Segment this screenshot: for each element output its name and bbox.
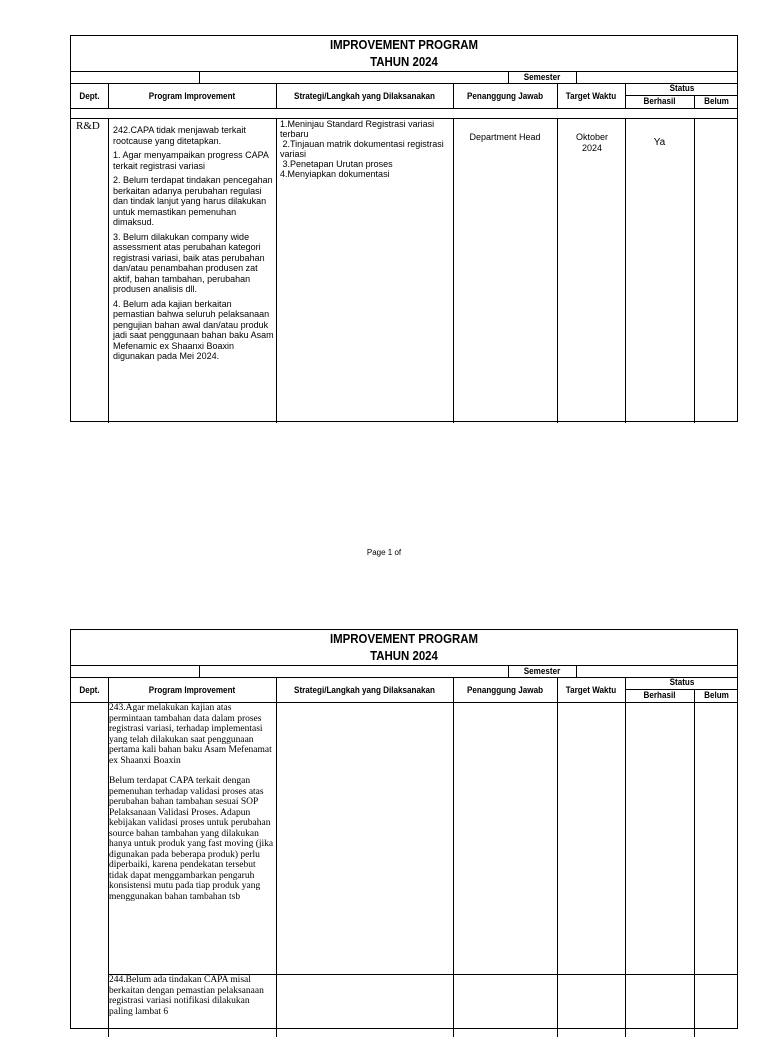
- strategi-item: 2.Tinjauan matrik dokumentasi registrasi variasi: [280, 139, 447, 159]
- col-program: Program Improvement: [148, 685, 236, 695]
- col-dept: Dept.: [79, 91, 100, 101]
- program-item: 3. Belum dilakukan company wide assessment atas perubahan kategori registrasi variasi, baik atas perubahan dan/atau penambahan produsen zat aktif, bahan tambahan, perubahan produsen analisis dll.: [113, 231, 265, 294]
- program-item: 242.CAPA tidak menjawab terkait rootcause yang ditetapkan.: [113, 125, 246, 146]
- col-pj: Penanggung Jawab: [466, 685, 544, 695]
- table-title: IMPROVEMENT PROGRAM: [329, 631, 479, 646]
- dept-cell: R&D: [76, 120, 100, 132]
- col-target: Target Waktu: [565, 91, 617, 101]
- strategi-item: 3.Penetapan Urutan proses: [280, 159, 393, 169]
- col-status: Status: [669, 677, 695, 687]
- semester-label: Semester: [523, 72, 561, 82]
- strategi-item: 4.Menyiapkan dokumentasi: [280, 169, 390, 179]
- col-dept: Dept.: [79, 685, 100, 695]
- improvement-table-page2: [70, 629, 738, 1029]
- col-program: Program Improvement: [148, 91, 236, 101]
- berhasil-cell: Ya: [653, 137, 666, 148]
- col-strategi: Strategi/Langkah yang Dilaksanakan: [294, 685, 435, 695]
- col-belum: Belum: [704, 690, 729, 700]
- table-title: IMPROVEMENT PROGRAM: [329, 37, 479, 52]
- table-subtitle: TAHUN 2024: [370, 54, 438, 69]
- program-item: 243.Agar melakukan kajian atas permintaan tambahan data dalam proses registrasi variasi, terhadap implementasi yang telah dilakukan saat penggunaan pertama kali bahan baku Asam Mefenamat ex Shaanxi Boaxin: [109, 703, 272, 766]
- table-subtitle: TAHUN 2024: [370, 648, 438, 663]
- strategi-item: 1.Meninjau Standard Registrasi variasi terbaru: [280, 119, 437, 139]
- program-item: Belum terdapat CAPA terkait dengan pemenuhan terhadap validasi proses atas perubahan bahan tambahan sesuai SOP Pelaksanaan Validasi Proses. Adapun kebijakan validasi proses untuk perubahan source bahan tambahan yang dilakukan hanya untuk produk yang fast moving (jika digunakan pada beberapa produk) perlu diperbaiki, karena pendekatan tersebut tidak dapat menggambarkan pengaruh konsistensi mutu pada tiap produk yang menggunakan bahan tambahan tsb: [109, 776, 274, 902]
- program-cell: [109, 975, 275, 1021]
- col-berhasil: Berhasil: [643, 690, 676, 700]
- program-item: 2. Belum terdapat tindakan pencegahan berkaitan adanya perubahan regulasi dan tindak lanjut yang harus dilakukan untuk memastikan pemenuhan dimaksud.: [113, 175, 273, 227]
- program-cell: [113, 125, 275, 366]
- col-strategi: Strategi/Langkah yang Dilaksanakan: [294, 91, 435, 101]
- col-pj: Penanggung Jawab: [466, 91, 544, 101]
- improvement-table-page1: [70, 35, 738, 422]
- pj-cell: Department Head: [469, 132, 541, 142]
- program-item: 1. Agar menyampaikan progress CAPA terkait registrasi variasi: [113, 150, 269, 171]
- col-target: Target Waktu: [565, 685, 617, 695]
- page-number: Page 1 of: [366, 548, 402, 557]
- col-status: Status: [669, 83, 695, 93]
- semester-label: Semester: [523, 666, 561, 676]
- program-item: 244.Belum ada tindakan CAPA misal berkaitan dengan pemastian pelaksanaan registrasi variasi notifikasi dilakukan paling lambat 6: [109, 975, 264, 1017]
- program-cell: [109, 703, 275, 906]
- col-belum: Belum: [704, 96, 729, 106]
- strategi-cell: [280, 119, 450, 179]
- target-cell: Oktober 2024: [575, 132, 608, 153]
- program-item: 4. Belum ada kajian berkaitan pemastian bahwa seluruh pelaksanaan pengujian bahan awal dan/atau produk jadi saat penggunaan bahan baku Asam Mefenamic ex Shaanxi Boaxin digunakan pada Mei 2024.: [113, 298, 274, 361]
- col-berhasil: Berhasil: [643, 96, 676, 106]
